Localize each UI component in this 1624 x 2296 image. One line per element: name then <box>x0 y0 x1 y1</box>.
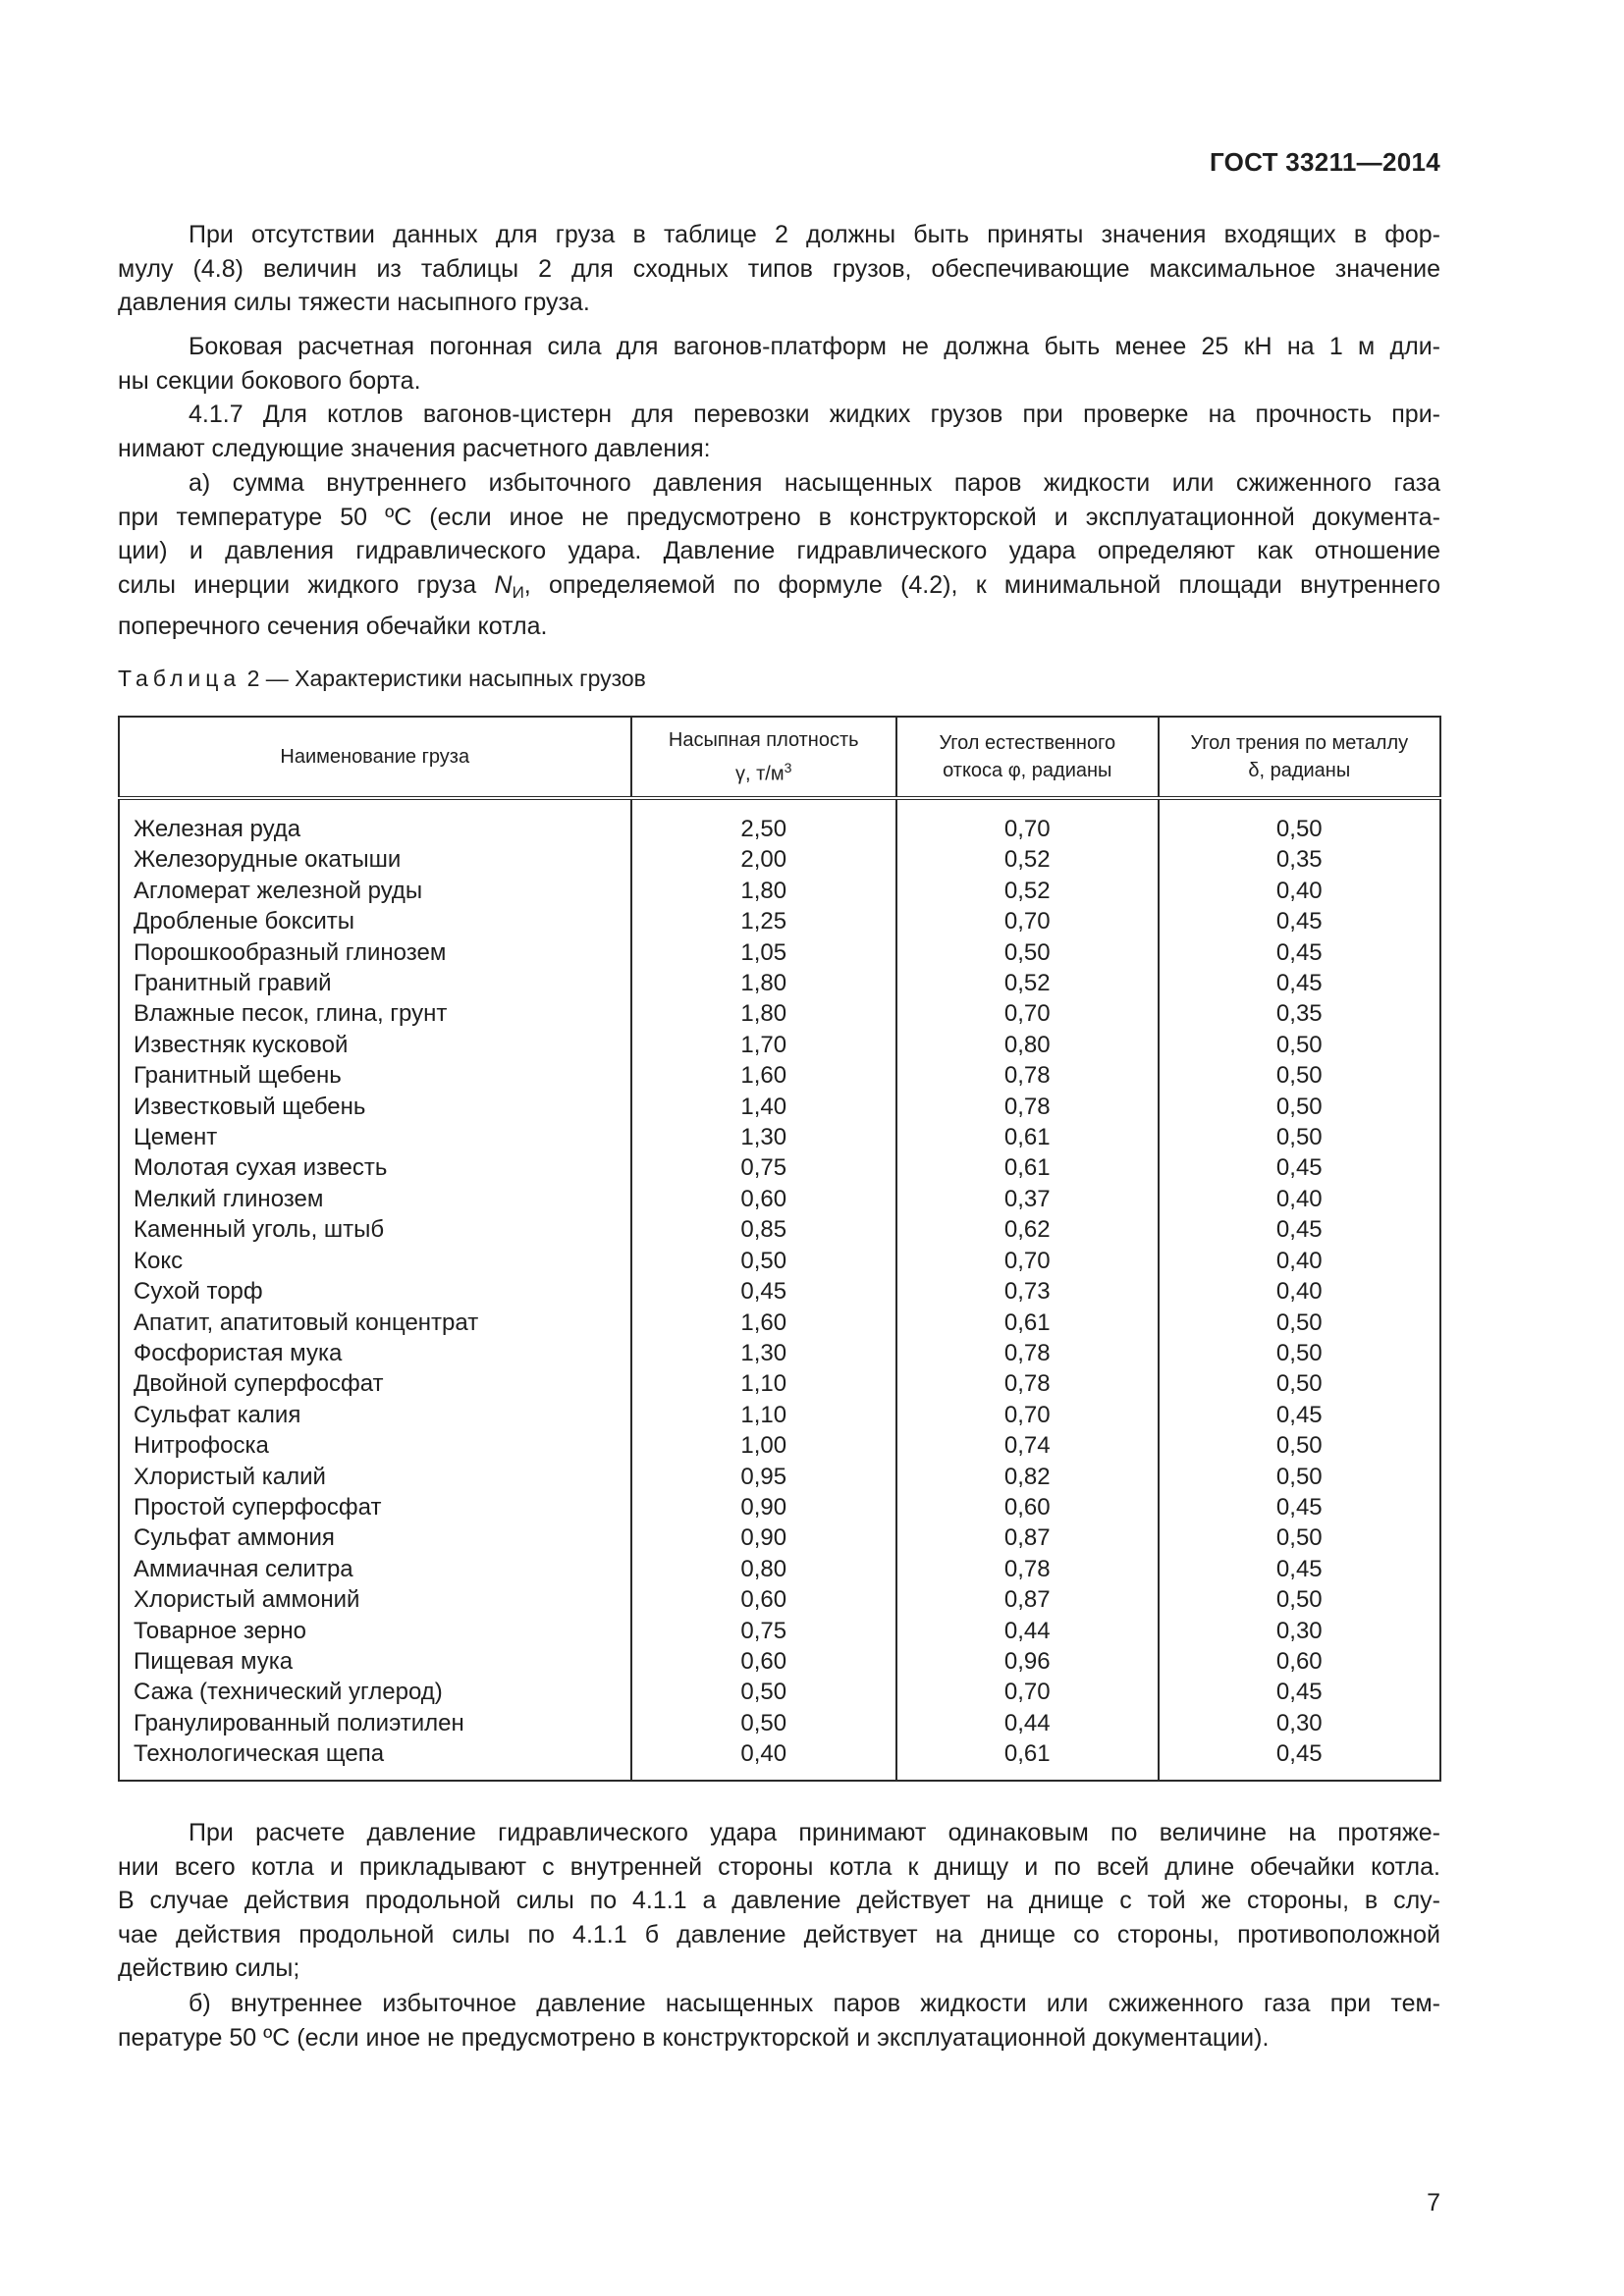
cell-cargo-name: Молотая сухая известь <box>119 1152 631 1183</box>
text-line: ции) и давления гидравлического удара. Давление гидравлического удара определяют как отношение <box>118 537 1440 565</box>
cell-repose-angle: 0,61 <box>896 1738 1159 1780</box>
cell-friction-angle: 0,45 <box>1159 1400 1440 1430</box>
formula-symbol: N <box>494 570 513 599</box>
cell-bulk-density: 1,05 <box>631 937 896 968</box>
table-row <box>119 1646 1440 1677</box>
cell-friction-angle: 0,35 <box>1159 844 1440 875</box>
table-row <box>119 906 1440 936</box>
header-text: откоса φ, радианы <box>943 760 1112 781</box>
cell-friction-angle: 0,30 <box>1159 1616 1440 1646</box>
page-number: 7 <box>1427 2189 1440 2216</box>
cell-bulk-density: 0,60 <box>631 1584 896 1615</box>
table-body <box>119 798 1440 1781</box>
cell-friction-angle: 0,45 <box>1159 937 1440 968</box>
cell-bulk-density: 0,90 <box>631 1522 896 1553</box>
header-superscript: 3 <box>784 759 792 775</box>
cell-cargo-name: Аммиачная селитра <box>119 1554 631 1584</box>
cell-cargo-name: Гранулированный полиэтилен <box>119 1708 631 1738</box>
cell-cargo-name: Железорудные окатыши <box>119 844 631 875</box>
cell-repose-angle: 0,96 <box>896 1646 1159 1677</box>
cell-friction-angle: 0,30 <box>1159 1708 1440 1738</box>
table-row <box>119 937 1440 968</box>
cell-friction-angle: 0,50 <box>1159 1522 1440 1553</box>
text-line: Боковая расчетная погонная сила для вагонов-платформ не должна быть менее 25 кН на 1 м дли- <box>189 333 1440 360</box>
cell-repose-angle: 0,74 <box>896 1430 1159 1461</box>
cell-bulk-density: 0,85 <box>631 1214 896 1245</box>
cell-friction-angle: 0,45 <box>1159 906 1440 936</box>
cell-bulk-density: 1,80 <box>631 876 896 906</box>
cell-bulk-density: 0,60 <box>631 1184 896 1214</box>
cell-cargo-name: Сульфат аммония <box>119 1522 631 1553</box>
table-row <box>119 998 1440 1029</box>
cell-cargo-name: Известковый щебень <box>119 1092 631 1122</box>
text-line: б) внутреннее избыточное давление насыщенных паров жидкости или сжиженного газа при тем- <box>189 1990 1440 2017</box>
table-row <box>119 1308 1440 1338</box>
cell-cargo-name: Гранитный щебень <box>119 1060 631 1091</box>
cell-cargo-name: Сажа (технический углерод) <box>119 1677 631 1707</box>
table-row <box>119 1338 1440 1368</box>
cell-cargo-name: Хлористый аммоний <box>119 1584 631 1615</box>
cell-bulk-density: 2,00 <box>631 844 896 875</box>
table-row <box>119 1030 1440 1060</box>
table-row <box>119 1492 1440 1522</box>
cell-repose-angle: 0,70 <box>896 998 1159 1029</box>
cell-friction-angle: 0,60 <box>1159 1646 1440 1677</box>
paragraph-hydraulic-shock <box>118 1816 1440 1986</box>
text-line: нимают следующие значения расчетного давления: <box>118 434 711 462</box>
cell-bulk-density: 1,25 <box>631 906 896 936</box>
cell-repose-angle: 0,52 <box>896 844 1159 875</box>
cell-bulk-density: 0,50 <box>631 1246 896 1276</box>
cell-bulk-density: 2,50 <box>631 798 896 844</box>
text-line <box>118 568 1440 611</box>
paragraph-item-a <box>118 466 1440 644</box>
table-row <box>119 1462 1440 1492</box>
cell-friction-angle: 0,45 <box>1159 1554 1440 1584</box>
table-row <box>119 1708 1440 1738</box>
cell-cargo-name: Двойной суперфосфат <box>119 1368 631 1399</box>
table-row <box>119 1152 1440 1183</box>
table-row <box>119 1400 1440 1430</box>
table-row <box>119 1738 1440 1780</box>
cell-repose-angle: 0,73 <box>896 1276 1159 1307</box>
cell-cargo-name: Железная руда <box>119 798 631 844</box>
table-row <box>119 798 1440 844</box>
cell-friction-angle: 0,35 <box>1159 998 1440 1029</box>
cell-repose-angle: 0,70 <box>896 1246 1159 1276</box>
table-row <box>119 968 1440 998</box>
cell-bulk-density: 1,00 <box>631 1430 896 1461</box>
cell-repose-angle: 0,78 <box>896 1554 1159 1584</box>
cell-repose-angle: 0,78 <box>896 1368 1159 1399</box>
cell-friction-angle: 0,50 <box>1159 1092 1440 1122</box>
table-caption <box>118 666 646 692</box>
cell-cargo-name: Простой суперфосфат <box>119 1492 631 1522</box>
table-row <box>119 1522 1440 1553</box>
cell-cargo-name: Агломерат железной руды <box>119 876 631 906</box>
cell-cargo-name: Апатит, апатитовый концентрат <box>119 1308 631 1338</box>
cell-repose-angle: 0,80 <box>896 1030 1159 1060</box>
table-row <box>119 876 1440 906</box>
cell-repose-angle: 0,70 <box>896 906 1159 936</box>
cell-friction-angle: 0,50 <box>1159 1060 1440 1091</box>
text-line: нии всего котла и прикладывают с внутренней стороны котла к днищу и по всей длине обечайки котла. <box>118 1852 1440 1881</box>
table-header-row <box>119 717 1440 798</box>
cell-bulk-density: 1,70 <box>631 1030 896 1060</box>
cell-repose-angle: 0,70 <box>896 1677 1159 1707</box>
cell-repose-angle: 0,78 <box>896 1338 1159 1368</box>
cell-friction-angle: 0,45 <box>1159 968 1440 998</box>
table-row <box>119 1616 1440 1646</box>
table-row <box>119 1214 1440 1245</box>
text-line: чае действия продольной силы по 4.1.1 б давление действует на днище со стороны, противоположной <box>118 1920 1440 1949</box>
text-line: пературе 50 ºС (если иное не предусмотрено в конструкторской и эксплуатационной документации). <box>118 2023 1270 2052</box>
cell-cargo-name: Порошкообразный глинозем <box>119 937 631 968</box>
text-line: давления силы тяжести насыпного груза. <box>118 289 590 317</box>
cell-repose-angle: 0,50 <box>896 937 1159 968</box>
table-row <box>119 1246 1440 1276</box>
cell-cargo-name: Товарное зерно <box>119 1616 631 1646</box>
cell-friction-angle: 0,50 <box>1159 1584 1440 1615</box>
cell-cargo-name: Сульфат калия <box>119 1400 631 1430</box>
table-row <box>119 1184 1440 1214</box>
cell-bulk-density: 0,95 <box>631 1462 896 1492</box>
paragraph-item-b <box>118 1987 1440 2055</box>
cell-bulk-density: 0,40 <box>631 1738 896 1780</box>
cell-bulk-density: 0,80 <box>631 1554 896 1584</box>
header-friction-angle <box>1159 717 1440 798</box>
cell-bulk-density: 1,60 <box>631 1060 896 1091</box>
header-repose-angle <box>896 717 1159 798</box>
text-line: а) сумма внутреннего избыточного давления насыщенных паров жидкости или сжиженного газа <box>189 469 1440 497</box>
table-row <box>119 1060 1440 1091</box>
text-line: мулу (4.8) величин из таблицы 2 для сходных типов грузов, обеспечивающие максимальное значение <box>118 254 1440 283</box>
text-line: поперечного сечения обечайки котла. <box>118 613 548 641</box>
cell-repose-angle: 0,61 <box>896 1308 1159 1338</box>
document-code: ГОСТ 33211—2014 <box>1209 147 1440 177</box>
cell-repose-angle: 0,61 <box>896 1122 1159 1152</box>
cell-friction-angle: 0,45 <box>1159 1738 1440 1780</box>
text-line: действию силы; <box>118 1954 300 1983</box>
text-line: ны секции бокового борта. <box>118 366 421 395</box>
formula-subscript: И <box>512 582 524 602</box>
cell-friction-angle: 0,45 <box>1159 1492 1440 1522</box>
cell-repose-angle: 0,70 <box>896 1400 1159 1430</box>
cell-cargo-name: Гранитный гравий <box>119 968 631 998</box>
cell-repose-angle: 0,87 <box>896 1584 1159 1615</box>
cell-cargo-name: Пищевая мука <box>119 1646 631 1677</box>
text-fragment: силы инерции жидкого груза <box>118 570 495 599</box>
table-row <box>119 1554 1440 1584</box>
cell-friction-angle: 0,40 <box>1159 876 1440 906</box>
table-row <box>119 1368 1440 1399</box>
cell-repose-angle: 0,52 <box>896 876 1159 906</box>
cell-cargo-name: Цемент <box>119 1122 631 1152</box>
cell-friction-angle: 0,50 <box>1159 1030 1440 1060</box>
cell-bulk-density: 1,40 <box>631 1092 896 1122</box>
cell-friction-angle: 0,45 <box>1159 1677 1440 1707</box>
text-line: при температуре 50 ºС (если иное не предусмотрено в конструкторской и эксплуатационной документа- <box>118 503 1440 531</box>
table-caption-label: Таблица <box>118 666 242 691</box>
cell-bulk-density: 1,80 <box>631 968 896 998</box>
cell-bulk-density: 0,50 <box>631 1677 896 1707</box>
cell-repose-angle: 0,62 <box>896 1214 1159 1245</box>
table-row <box>119 1276 1440 1307</box>
cell-bulk-density: 0,50 <box>631 1708 896 1738</box>
cell-cargo-name: Влажные песок, глина, грунт <box>119 998 631 1029</box>
cell-repose-angle: 0,78 <box>896 1092 1159 1122</box>
cell-friction-angle: 0,50 <box>1159 1338 1440 1368</box>
cell-bulk-density: 0,90 <box>631 1492 896 1522</box>
cell-repose-angle: 0,44 <box>896 1616 1159 1646</box>
cell-repose-angle: 0,70 <box>896 798 1159 844</box>
cell-friction-angle: 0,45 <box>1159 1152 1440 1183</box>
cell-cargo-name: Сухой торф <box>119 1276 631 1307</box>
paragraph-side-force <box>118 330 1440 398</box>
cell-repose-angle: 0,44 <box>896 1708 1159 1738</box>
table-row <box>119 1092 1440 1122</box>
cell-bulk-density: 0,75 <box>631 1152 896 1183</box>
header-text: δ, радианы <box>1248 760 1351 781</box>
cell-bulk-density: 1,10 <box>631 1368 896 1399</box>
bulk-cargo-table <box>118 716 1441 1782</box>
cell-bulk-density: 0,60 <box>631 1646 896 1677</box>
cell-repose-angle: 0,37 <box>896 1184 1159 1214</box>
text-line: 4.1.7 Для котлов вагонов-цистерн для перевозки жидких грузов при проверке на прочность при- <box>189 400 1440 428</box>
table-row <box>119 1430 1440 1461</box>
cell-repose-angle: 0,78 <box>896 1060 1159 1091</box>
cell-bulk-density: 1,30 <box>631 1338 896 1368</box>
cell-cargo-name: Известняк кусковой <box>119 1030 631 1060</box>
cell-cargo-name: Нитрофоска <box>119 1430 631 1461</box>
text-line: При отсутствии данных для груза в таблице 2 должны быть приняты значения входящих в фор- <box>189 221 1440 248</box>
cell-friction-angle: 0,40 <box>1159 1246 1440 1276</box>
text-line: При расчете давление гидравлического удара принимают одинаковым по величине на протяже- <box>189 1819 1440 1846</box>
cell-bulk-density: 0,75 <box>631 1616 896 1646</box>
header-text: Угол естественного <box>939 732 1116 754</box>
cell-cargo-name: Каменный уголь, штыб <box>119 1214 631 1245</box>
cell-friction-angle: 0,50 <box>1159 1430 1440 1461</box>
header-text: Насыпная плотность <box>668 728 859 751</box>
cell-friction-angle: 0,50 <box>1159 798 1440 844</box>
cell-friction-angle: 0,50 <box>1159 1122 1440 1152</box>
cell-cargo-name: Фосфористая мука <box>119 1338 631 1368</box>
table-row <box>119 1584 1440 1615</box>
cell-bulk-density: 1,10 <box>631 1400 896 1430</box>
cell-friction-angle: 0,45 <box>1159 1214 1440 1245</box>
cell-bulk-density: 0,45 <box>631 1276 896 1307</box>
cell-repose-angle: 0,87 <box>896 1522 1159 1553</box>
paragraph-4-1-7 <box>118 398 1440 465</box>
cell-bulk-density: 1,80 <box>631 998 896 1029</box>
table-row <box>119 1122 1440 1152</box>
cell-repose-angle: 0,82 <box>896 1462 1159 1492</box>
cell-friction-angle: 0,50 <box>1159 1308 1440 1338</box>
cell-repose-angle: 0,61 <box>896 1152 1159 1183</box>
header-text: Угол трения по металлу <box>1190 732 1409 754</box>
cell-friction-angle: 0,50 <box>1159 1368 1440 1399</box>
table-row <box>119 1677 1440 1707</box>
text-fragment: , определяемой по формуле (4.2), к минимальной площади внутреннего <box>523 570 1440 599</box>
cell-bulk-density: 1,30 <box>631 1122 896 1152</box>
cell-bulk-density: 1,60 <box>631 1308 896 1338</box>
cell-repose-angle: 0,52 <box>896 968 1159 998</box>
cell-cargo-name: Мелкий глинозем <box>119 1184 631 1214</box>
cell-cargo-name: Технологическая щепа <box>119 1738 631 1780</box>
cell-friction-angle: 0,40 <box>1159 1184 1440 1214</box>
header-cargo-name: Наименование груза <box>119 717 631 798</box>
header-bulk-density <box>631 717 896 798</box>
table-row <box>119 844 1440 875</box>
cell-friction-angle: 0,50 <box>1159 1462 1440 1492</box>
cell-cargo-name: Хлористый калий <box>119 1462 631 1492</box>
cell-cargo-name: Дробленые бокситы <box>119 906 631 936</box>
cell-friction-angle: 0,40 <box>1159 1276 1440 1307</box>
text-line: В случае действия продольной силы по 4.1.1 а давление действует на днище с той же стороны, в слу- <box>118 1887 1440 1915</box>
header-text: γ, т/м <box>735 763 785 785</box>
cell-cargo-name: Кокс <box>119 1246 631 1276</box>
table-caption-text: 2 — Характеристики насыпных грузов <box>241 666 646 691</box>
cell-repose-angle: 0,60 <box>896 1492 1159 1522</box>
paragraph-missing-data <box>118 218 1440 320</box>
